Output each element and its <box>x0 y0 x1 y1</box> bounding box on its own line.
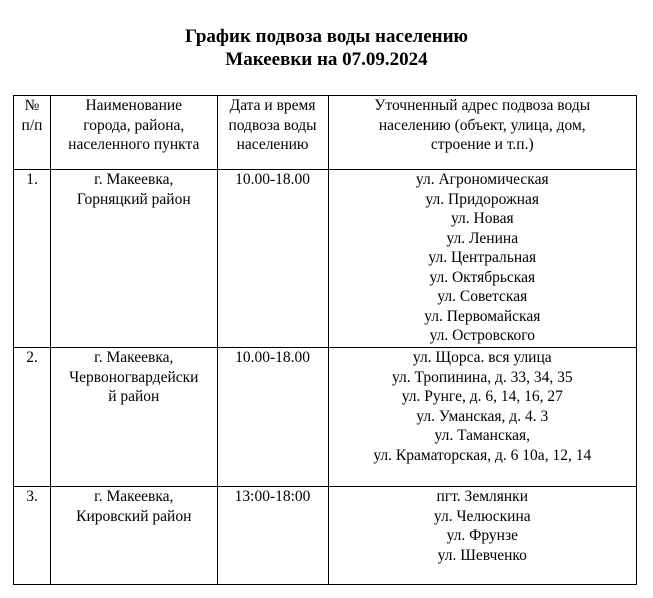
address-line: ул. Ленина <box>446 229 519 247</box>
address-line: ул. Таманская, <box>434 427 530 444</box>
address-line: ул. Краматорская, д. 6 10а, 12, 14 <box>373 446 592 464</box>
header-address-line: Уточненный адрес подвоза воды <box>374 97 591 114</box>
table-row <box>14 487 637 585</box>
row-number: 2. <box>14 348 51 487</box>
header-address-line: населению (объект, улица, дом, <box>378 116 586 134</box>
header-place-line: населенного пункта <box>68 136 200 153</box>
header-number <box>14 96 51 170</box>
address-line: пгт. Землянки <box>436 488 528 505</box>
row-place-line: Кировский район <box>76 507 192 525</box>
table-header-row <box>14 96 637 170</box>
row-place-line: Червоногвардейски <box>69 368 199 386</box>
row-place-line: г. Макеевка, <box>94 171 174 188</box>
address-line: ул. Агрономическая <box>415 171 549 188</box>
water-delivery-schedule-table <box>13 95 637 585</box>
header-number-line: № <box>24 97 40 114</box>
address-line: ул. Челюскина <box>433 507 531 525</box>
row-addresses <box>328 170 636 348</box>
header-place-line: Наименование <box>85 97 183 114</box>
address-line: ул. Шевченко <box>437 546 527 564</box>
row-addresses <box>328 348 636 487</box>
address-line: ул. Уманская, д. 4. 3 <box>416 407 549 425</box>
row-time: 13:00-18:00 <box>217 487 328 585</box>
address-line: ул. Рунге, д. 6, 14, 16, 27 <box>401 388 563 405</box>
header-place-name <box>51 96 218 170</box>
address-line: ул. Октябрьская <box>429 268 536 286</box>
address-line: ул. Щорса. вся улица <box>412 349 552 366</box>
address-line: ул. Новая <box>450 210 514 227</box>
address-line: ул. Центральная <box>428 249 537 266</box>
row-place-line: г. Макеевка, <box>94 349 174 366</box>
document-title-line-1: График подвоза воды населению <box>184 26 469 47</box>
header-time-line: Дата и время <box>229 97 316 114</box>
row-time: 10.00-18.00 <box>217 170 328 348</box>
header-address-line: строение и т.п.) <box>430 136 534 153</box>
row-number: 1. <box>14 170 51 348</box>
address-line: ул. Советская <box>437 288 528 305</box>
address-line: ул. Тропинина, д. 33, 34, 35 <box>391 368 573 386</box>
table-row <box>14 348 637 487</box>
row-addresses <box>328 487 636 585</box>
header-time-line: населению <box>236 136 309 153</box>
row-place <box>51 170 218 348</box>
address-line: ул. Фрунзе <box>446 527 518 544</box>
header-place-line: города, района, <box>83 116 185 134</box>
row-number: 3. <box>14 487 51 585</box>
row-place-line: г. Макеевка, <box>94 488 174 505</box>
table-row <box>14 170 637 348</box>
row-place <box>51 487 218 585</box>
row-place <box>51 348 218 487</box>
header-time-line: подвоза воды <box>228 116 317 134</box>
document-title-line-2: Макеевки на 07.09.2024 <box>225 49 428 70</box>
address-line: ул. Островского <box>429 327 535 344</box>
row-place-line: й район <box>108 388 160 405</box>
header-date-time <box>217 96 328 170</box>
address-line: ул. Придорожная <box>425 190 540 208</box>
row-time: 10.00-18.00 <box>217 348 328 487</box>
header-number-line: п/п <box>21 116 43 134</box>
row-place-line: Горняцкий район <box>76 190 191 208</box>
header-address <box>328 96 636 170</box>
address-line: ул. Первомайская <box>424 307 541 325</box>
